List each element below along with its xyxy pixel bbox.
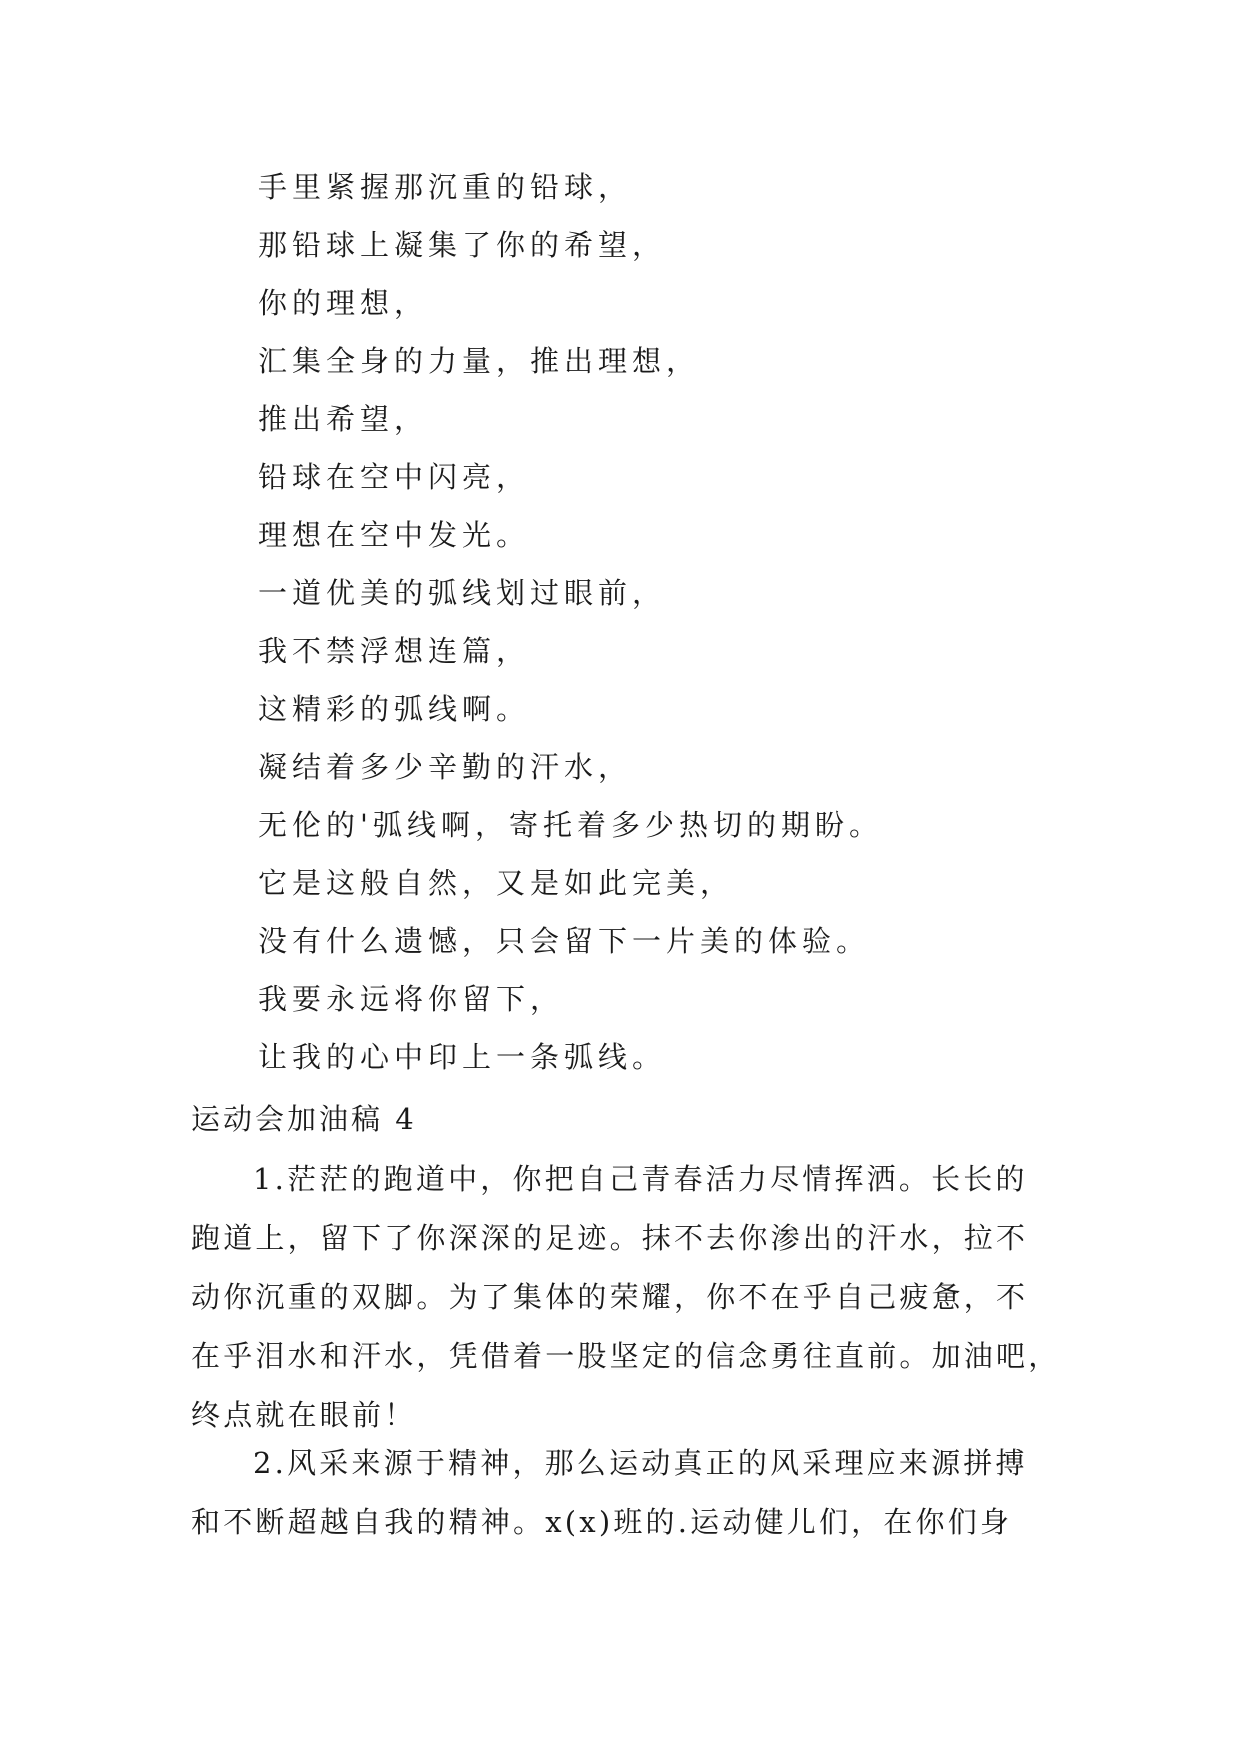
poem-line: 汇集全身的力量，推出理想，: [258, 344, 701, 378]
poem-line: 手里紧握那沉重的铅球，: [258, 170, 633, 204]
paragraph-line: 1.茫茫的跑道中，你把自己青春活力尽情挥洒。长长的: [253, 1162, 1028, 1196]
paragraph-line: 在乎泪水和汗水，凭借着一股坚定的信念勇往直前。加油吧，: [191, 1339, 1061, 1373]
paragraph-2: [191, 1434, 1051, 1552]
poem-line: 它是这般自然，又是如此完美，: [258, 866, 735, 900]
poem-block: [258, 158, 883, 1086]
poem-line: 理想在空中发光。: [258, 518, 531, 552]
poem-line: 我要永远将你留下，: [258, 982, 565, 1016]
poem-line: 让我的心中印上一条弧线。: [258, 1040, 667, 1074]
paragraph-line: 2.风采来源于精神，那么运动真正的风采理应来源拼搏: [253, 1446, 1028, 1480]
poem-line: 凝结着多少辛勤的汗水，: [258, 750, 633, 784]
poem-line: 一道优美的弧线划过眼前，: [258, 576, 667, 610]
paragraph-line: 跑道上，留下了你深深的足迹。抹不去你渗出的汗水，拉不: [191, 1221, 1029, 1255]
poem-line: 没有什么遗憾，只会留下一片美的体验。: [258, 924, 871, 958]
poem-line: 推出希望，: [258, 402, 429, 436]
poem-line: 你的理想，: [258, 286, 429, 320]
section-heading: 运动会加油稿 4: [191, 1102, 417, 1136]
poem-line: 那铅球上凝集了你的希望，: [258, 228, 667, 262]
paragraph-line: 和不断超越自我的精神。x(x)班的.运动健儿们，在你们身: [191, 1505, 1013, 1539]
poem-line: 这精彩的弧线啊。: [258, 692, 531, 726]
paragraph-line: 动你沉重的双脚。为了集体的荣耀，你不在乎自己疲惫，不: [191, 1280, 1029, 1314]
poem-line: 铅球在空中闪亮，: [258, 460, 531, 494]
paragraph-line: 终点就在眼前！: [191, 1398, 417, 1432]
poem-line: 我不禁浮想连篇，: [258, 634, 531, 668]
poem-line: 无伦的'弧线啊，寄托着多少热切的期盼。: [258, 808, 883, 842]
paragraph-1: [191, 1150, 1061, 1445]
